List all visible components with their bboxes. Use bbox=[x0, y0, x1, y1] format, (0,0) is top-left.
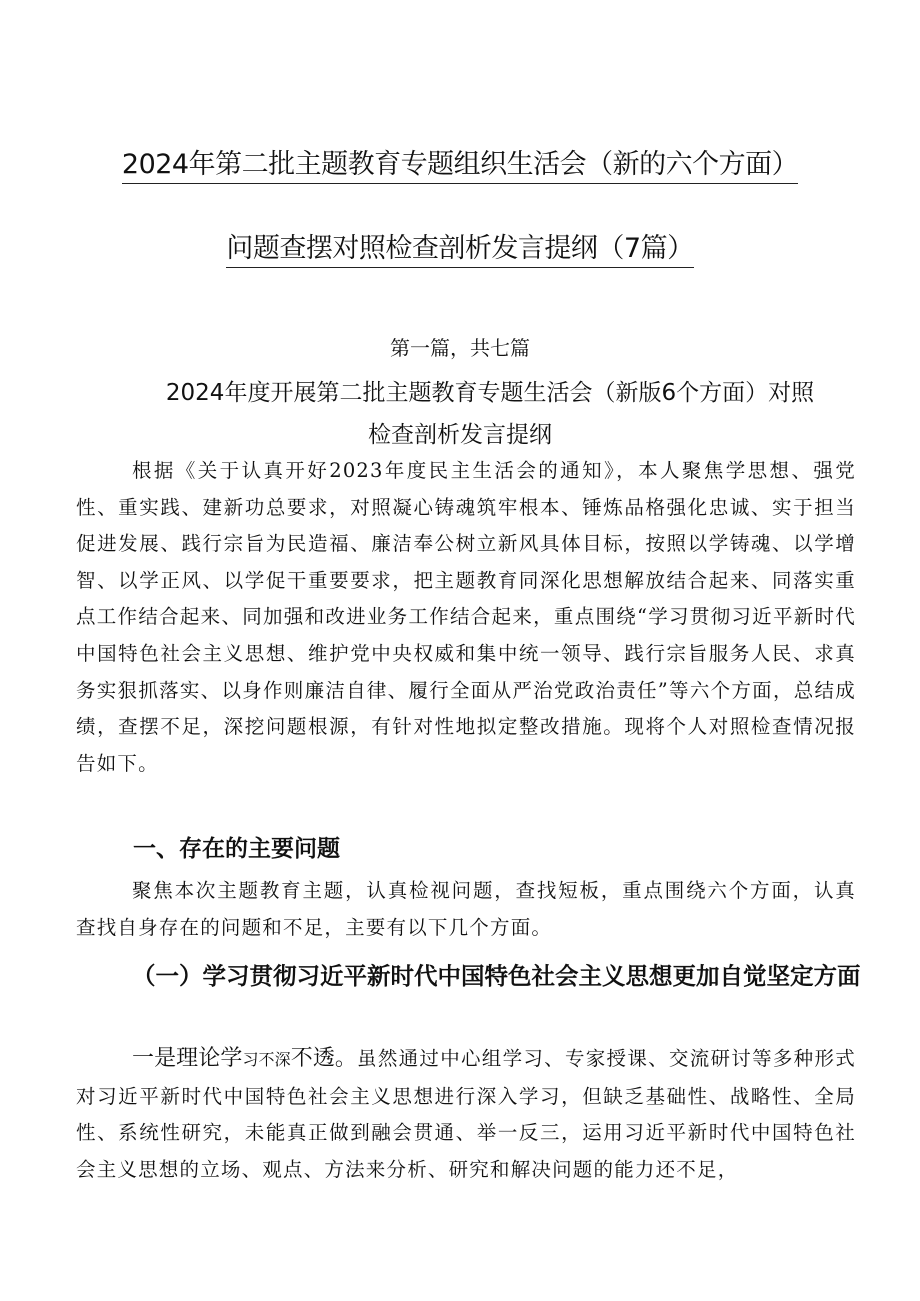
section-body-paragraph: 聚焦本次主题教育主题，认真检视问题，查找短板，重点围绕六个方面，认真查找自身存在的问题和不足，主要有以下几个方面。 bbox=[76, 879, 856, 939]
title-line-2-text: 问题查摆对照检查剖析发言提纲（7篇） bbox=[226, 233, 693, 268]
title-line-1-text: 2024年第二批主题教育专题组织生活会（新的六个方面） bbox=[122, 149, 798, 184]
intro-paragraph: 根据《关于认真开好2023年度民主生活会的通知》，本人聚焦学思想、强党性、重实践、建新功总要求，对照凝心铸魂筑牢根本、锤炼品格强化忠诚、实于担当促进发展、践行宗旨为民造福、廉洁奉公树立新风具体目标，按照以学铸魂、以学增智、以学正风、以学促干重要要求，把主题教育同深化思想解放结合起来、同落实重点工作结合起来、同加强和改进业务工作结合起来，重点围绕“学习贯彻习近平新时代中国特色社会主义思想、维护党中央权威和集中统一领导、践行宗旨服务人民、求真务实狠抓落实、以身作则廉洁自律、履行全面从严治党政治责任”等六个方面，总结成绩，查摆不足，深挖问题根源，有针对性地拟定整改措施。现将个人对照检查情况报告如下。 bbox=[76, 459, 856, 775]
item-1-body: 虽然通过中心组学习、专家授课、交流研讨等多种形式对习近平新时代中国特色社会主义思想进行深入学习，但缺乏基础性、战略性、全局性、系统性研究，未能真正做到融会贯通、举一反三，运用习近平新时代中国特色社会主义思想的立场、观点、方法来分析、研究和解决问题的能力还不足， bbox=[76, 1047, 856, 1181]
item-1-lead-a: 一是理论学 bbox=[132, 1046, 243, 1071]
subsection-heading: （一）学习贯彻习近平新时代中国特色社会主义思想更加自觉坚定方面 bbox=[132, 962, 861, 990]
item-1-paragraph bbox=[76, 1041, 856, 1188]
item-1-lead-b: 习不深 bbox=[242, 1050, 291, 1069]
subtitle-line-2: 检查剖析发言提纲 bbox=[368, 422, 552, 448]
document-title-line-2 bbox=[60, 226, 860, 265]
document-title-line-1 bbox=[60, 142, 860, 181]
part-label: 第一篇，共七篇 bbox=[390, 336, 530, 360]
subtitle-line-1: 2024年度开展第二批主题教育专题生活会（新版6个方面）对照 bbox=[165, 380, 815, 406]
item-1-lead-c: 不透。 bbox=[290, 1046, 358, 1071]
section-heading: 一、存在的主要问题 bbox=[133, 836, 340, 862]
